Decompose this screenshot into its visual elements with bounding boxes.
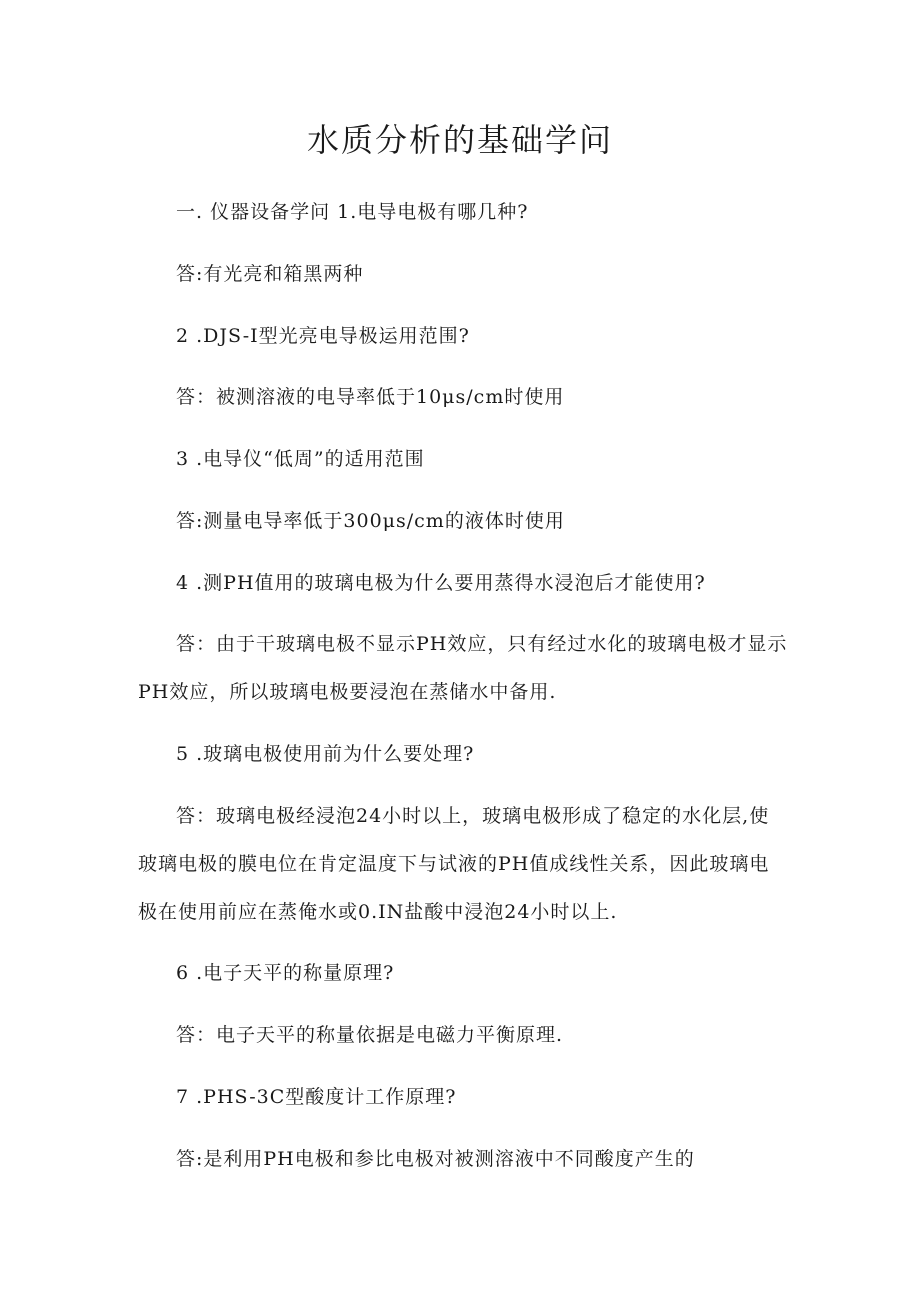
answer-4: 答：由于干玻璃电极不显示PH效应，只有经过水化的玻璃电极才显示PH效应，所以玻璃电极要浸泡在蒸储水中备用. bbox=[138, 633, 788, 703]
answer-2: 答：被测溶液的电导率低于10μs/cm时使用 bbox=[176, 386, 565, 408]
question-6: 6 .电子天平的称量原理? bbox=[176, 962, 395, 984]
question-3: 3 .电导仪“低周”的适用范围 bbox=[176, 448, 425, 470]
question-4: 4 .测PH值用的玻璃电极为什么要用蒸得水浸泡后才能使用? bbox=[176, 572, 706, 594]
section-heading-q1: 一. 仪器设备学问 1.电导电极有哪几种? bbox=[176, 201, 529, 223]
answer-1: 答:有光亮和箱黑两种 bbox=[176, 263, 364, 285]
answer-3: 答:测量电导率低于300μs/cm的液体时使用 bbox=[176, 510, 565, 532]
document-title: 水质分析的基础学问 bbox=[306, 121, 613, 159]
question-5: 5 .玻璃电极使用前为什么要处理? bbox=[176, 743, 475, 765]
answer-5: 答：玻璃电极经浸泡24小时以上，玻璃电极形成了稳定的水化层,使玻璃电极的膜电位在肯定温度下与试液的PH值成线性关系，因此玻璃电极在使用前应在蒸俺水或0.IN盐酸中浸泡24小时以上. bbox=[138, 805, 770, 923]
answer-6: 答：电子天平的称量依据是电磁力平衡原理. bbox=[176, 1024, 564, 1046]
question-2: 2 .DJS-I型光亮电导极运用范围? bbox=[176, 325, 470, 347]
answer-7: 答:是利用PH电极和参比电极对被测溶液中不同酸度产生的 bbox=[176, 1148, 695, 1170]
question-7: 7 .PHS-3C型酸度计工作原理? bbox=[176, 1086, 457, 1108]
